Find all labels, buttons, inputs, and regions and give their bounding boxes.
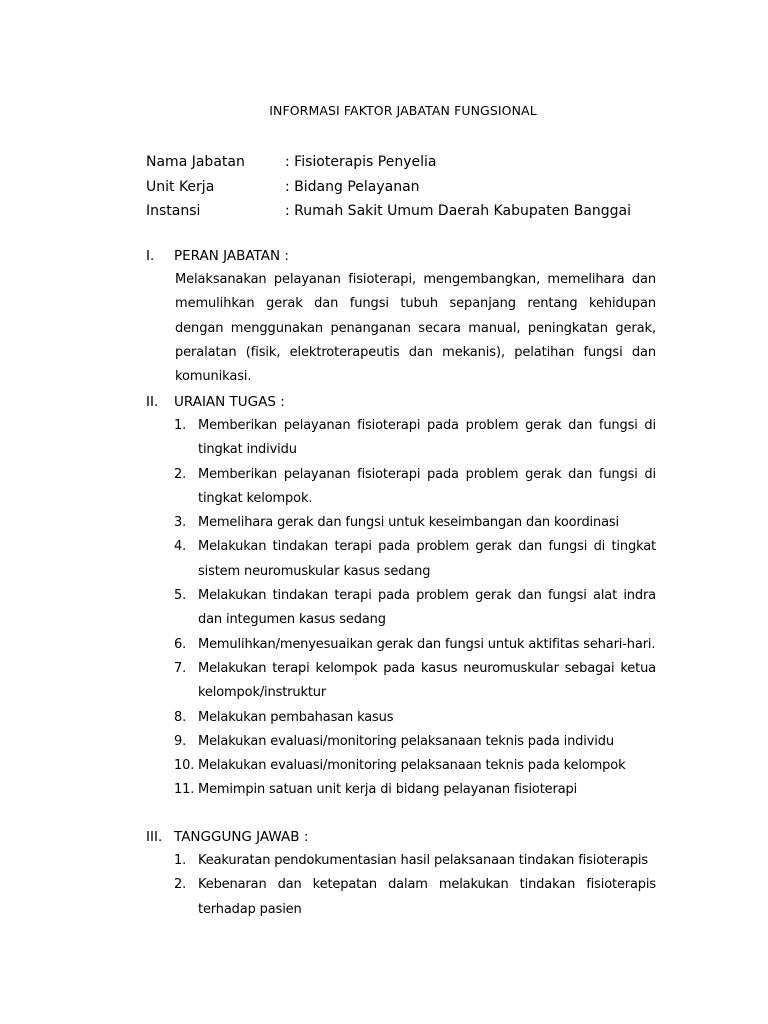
- section-body-peran-jabatan: Melaksanakan pelayanan fisioterapi, mengembangkan, memelihara dan memulihkan gerak dan fungsi tubuh sepanjang rentang kehidupan dengan menggunakan penanganan secara manual, peningkatan gerak, peralatan (fisik, elektroterapeutis dan mekanis), pelatihan fungsi dan komunikasi.: [175, 272, 656, 385]
- task-list: [174, 414, 656, 803]
- list-item-text: Memelihara gerak dan fungsi untuk keseimbangan dan koordinasi: [198, 515, 619, 531]
- list-item-text: Melakukan tindakan terapi pada problem gerak dan fungsi alat indra dan integumen kasus sedang: [198, 588, 656, 628]
- list-item-text: Melakukan terapi kelompok pada kasus neuromuskular sebagai ketua kelompok/instruktur: [198, 660, 656, 701]
- section-number: II.: [146, 394, 159, 410]
- list-item-number: 5.: [174, 588, 187, 604]
- info-value: : Rumah Sakit Umum Daerah Kabupaten Banggai: [285, 203, 632, 220]
- section-heading-tanggung-jawab: [146, 829, 308, 845]
- info-key: Nama Jabatan: [146, 154, 245, 171]
- list-item-number: 1.: [174, 853, 187, 868]
- list-item-number: 7.: [174, 660, 187, 676]
- list-item: [174, 584, 656, 633]
- info-key: Unit Kerja: [146, 178, 215, 195]
- list-item-text: Memimpin satuan unit kerja di bidang pelayanan fisioterapi: [198, 782, 578, 798]
- section-title: PERAN JABATAN :: [174, 248, 289, 264]
- list-item-number: 8.: [174, 709, 187, 725]
- list-item: [174, 873, 656, 922]
- list-item-number: 2.: [174, 877, 187, 893]
- section-number: I.: [146, 248, 155, 264]
- list-item-number: 9.: [174, 733, 187, 749]
- list-item: [174, 657, 656, 706]
- list-item-number: 3.: [174, 515, 187, 531]
- info-row-job-name: [146, 150, 631, 175]
- list-item: [174, 754, 656, 778]
- list-item-text: Memberikan pelayanan fisioterapi pada problem gerak dan fungsi di tingkat individu: [198, 418, 656, 458]
- list-item-text: Melakukan tindakan terapi pada problem gerak dan fungsi di tingkat sistem neuromuskular kasus sedang: [198, 539, 656, 579]
- job-info-table: [146, 150, 631, 224]
- list-item: [174, 778, 656, 802]
- responsibility-list: [174, 849, 656, 922]
- list-item: [174, 414, 656, 463]
- section-title: URAIAN TUGAS :: [174, 394, 285, 410]
- list-item: [174, 511, 656, 535]
- list-item: [174, 706, 656, 730]
- list-item-text: Melakukan evaluasi/monitoring pelaksanaan teknis pada kelompok: [198, 758, 626, 774]
- list-item: [174, 633, 656, 657]
- info-value: : Bidang Pelayanan: [285, 178, 420, 195]
- info-row-institution: [146, 199, 631, 224]
- section-heading-uraian-tugas: [146, 394, 285, 410]
- info-key: Instansi: [146, 203, 201, 220]
- list-item-text: Melakukan evaluasi/monitoring pelaksanaan teknis pada individu: [198, 733, 614, 749]
- list-item: [174, 463, 656, 512]
- list-item-text: Melakukan pembahasan kasus: [198, 709, 394, 725]
- list-item-text: Kebenaran dan ketepatan dalam melakukan tindakan fisioterapis terhadap pasien: [198, 877, 656, 917]
- section-heading-peran-jabatan: [146, 248, 289, 264]
- list-item-text: Memulihkan/menyesuaikan gerak dan fungsi untuk aktifitas sehari-hari.: [198, 636, 656, 652]
- list-item-number: 4.: [174, 539, 187, 555]
- section-title: TANGGUNG JAWAB :: [174, 829, 309, 845]
- list-item: [174, 535, 656, 584]
- info-value: : Fisioterapis Penyelia: [285, 154, 437, 171]
- list-item-number: 10.: [174, 758, 195, 774]
- list-item-number: 2.: [174, 466, 187, 482]
- list-item-number: 11.: [174, 782, 195, 798]
- list-item-number: 6.: [174, 636, 187, 652]
- document-title: INFORMASI FAKTOR JABATAN FUNGSIONAL: [269, 103, 537, 118]
- list-item-text: Keakuratan pendokumentasian hasil pelaksanaan tindakan fisioterapis: [198, 853, 649, 868]
- section-number: III.: [146, 829, 163, 845]
- info-row-work-unit: [146, 175, 631, 200]
- list-item: [174, 849, 656, 873]
- list-item-text: Memberikan pelayanan fisioterapi pada problem gerak dan fungsi di tingkat kelompok.: [198, 466, 656, 506]
- list-item: [174, 730, 656, 754]
- list-item-number: 1.: [174, 418, 187, 433]
